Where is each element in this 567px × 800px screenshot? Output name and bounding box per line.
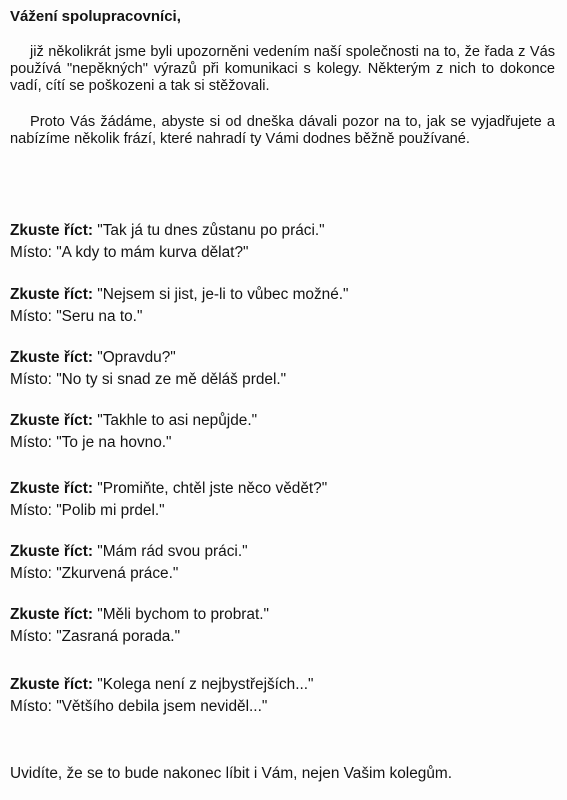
say-label: Zkuste říct: bbox=[10, 412, 93, 429]
instead-phrase: "Zasraná porada." bbox=[56, 627, 181, 645]
instead-label: Místo: bbox=[10, 370, 52, 388]
say-line bbox=[10, 674, 555, 696]
say-line bbox=[10, 541, 555, 563]
instead-line bbox=[10, 563, 555, 585]
instead-label: Místo: bbox=[10, 243, 52, 261]
say-line bbox=[10, 604, 555, 626]
say-label: Zkuste říct: bbox=[10, 286, 93, 303]
phrase-pair bbox=[10, 674, 555, 717]
instead-line bbox=[10, 242, 555, 264]
say-phrase: "Kolega není z nejbystřejších..." bbox=[97, 676, 314, 693]
greeting-heading: Vážení spolupracovníci, bbox=[10, 8, 181, 25]
instead-phrase: "No ty si snad ze mě děláš prdel." bbox=[56, 370, 287, 388]
intro-paragraph: Proto Vás žádáme, abyste si od dneška dávali pozor na to, jak se vyjadřujete a nabízíme několik frází, které nahradí ty Vámi dodnes běžně používané. bbox=[10, 114, 555, 148]
instead-label: Místo: bbox=[10, 697, 52, 715]
intro-paragraph: již několikrát jsme byli upozorněni vedením naší společnosti na to, že řada z Vás používá "nepěkných" výrazů při komunikaci s kolegy. Některým z nich to dokonce vadí, cítí se poškozeni a tak si stěžovali. bbox=[10, 44, 555, 95]
say-line bbox=[10, 410, 555, 432]
phrase-pair bbox=[10, 347, 555, 390]
phrase-pair bbox=[10, 220, 555, 263]
instead-label: Místo: bbox=[10, 307, 52, 325]
instead-line bbox=[10, 626, 555, 648]
instead-line bbox=[10, 369, 555, 391]
say-phrase: "Takhle to asi nepůjde." bbox=[97, 412, 258, 429]
say-line bbox=[10, 220, 555, 242]
instead-phrase: "To je na hovno." bbox=[56, 433, 172, 451]
instead-line bbox=[10, 696, 555, 718]
phrase-pair bbox=[10, 478, 555, 521]
say-line bbox=[10, 478, 555, 500]
phrase-pair bbox=[10, 284, 555, 327]
say-line bbox=[10, 347, 555, 369]
say-label: Zkuste říct: bbox=[10, 606, 93, 623]
instead-phrase: "Zkurvená práce." bbox=[56, 564, 179, 582]
instead-line bbox=[10, 500, 555, 522]
say-label: Zkuste říct: bbox=[10, 480, 93, 497]
say-label: Zkuste říct: bbox=[10, 349, 93, 366]
instead-phrase: "A kdy to mám kurva dělat?" bbox=[56, 243, 249, 261]
instead-label: Místo: bbox=[10, 501, 52, 519]
say-line bbox=[10, 284, 555, 306]
say-phrase: "Opravdu?" bbox=[97, 349, 176, 366]
say-phrase: "Promiňte, chtěl jste něco vědět?" bbox=[97, 480, 328, 497]
closing-sentence: Uvidíte, že se to bude nakonec líbit i Vám, nejen Vašim kolegům. bbox=[10, 765, 452, 782]
instead-label: Místo: bbox=[10, 433, 52, 451]
instead-line bbox=[10, 432, 555, 454]
phrase-pair bbox=[10, 541, 555, 584]
say-label: Zkuste říct: bbox=[10, 676, 93, 693]
instead-phrase: "Většího debila jsem neviděl..." bbox=[56, 697, 268, 715]
say-phrase: "Mám rád svou práci." bbox=[97, 543, 248, 560]
say-phrase: "Měli bychom to probrat." bbox=[97, 606, 269, 623]
instead-label: Místo: bbox=[10, 564, 52, 582]
instead-line bbox=[10, 306, 555, 328]
say-phrase: "Tak já tu dnes zůstanu po práci." bbox=[97, 222, 325, 239]
phrase-pair bbox=[10, 604, 555, 647]
say-label: Zkuste říct: bbox=[10, 222, 93, 239]
instead-phrase: "Seru na to." bbox=[56, 307, 143, 325]
say-label: Zkuste říct: bbox=[10, 543, 93, 560]
instead-label: Místo: bbox=[10, 627, 52, 645]
say-phrase: "Nejsem si jist, je-li to vůbec možné." bbox=[97, 286, 349, 303]
phrase-pair bbox=[10, 410, 555, 453]
instead-phrase: "Polib mi prdel." bbox=[56, 501, 165, 519]
